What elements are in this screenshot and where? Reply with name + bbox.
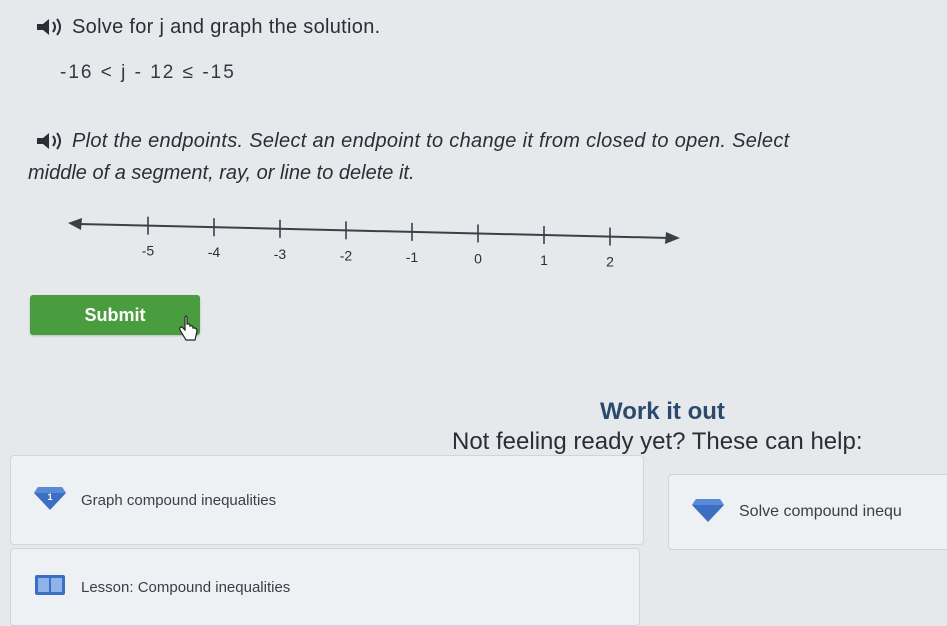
help-card-graph-compound[interactable] — [10, 455, 644, 545]
number-line-axis[interactable] — [78, 224, 670, 238]
speaker-icon[interactable] — [28, 128, 72, 154]
diamond-skill-icon — [33, 485, 67, 516]
work-it-out-title: Work it out — [600, 398, 725, 425]
number-line-tick-label: 0 — [474, 250, 482, 267]
inequality-expression: -16 < j - 12 ≤ -15 — [60, 62, 236, 83]
number-line-tick-label: 1 — [540, 252, 548, 269]
left-arrow-icon — [68, 218, 82, 230]
number-line-tick-label: -2 — [339, 247, 353, 264]
lesson-book-icon — [33, 572, 67, 603]
submit-button[interactable]: Submit — [30, 295, 200, 335]
number-line-tick-label: 2 — [606, 253, 614, 270]
work-it-out-subtitle: Not feeling ready yet? These can help: — [452, 428, 863, 455]
question-2 — [28, 128, 790, 154]
hand-cursor-icon — [177, 315, 201, 345]
speaker-icon[interactable] — [28, 14, 72, 40]
question-2-text-line-2: middle of a segment, ray, or line to delete it. — [28, 162, 415, 184]
number-line-tick-label: -3 — [273, 245, 287, 262]
help-card-lesson[interactable] — [10, 548, 640, 626]
number-line[interactable] — [60, 210, 690, 280]
question-2-text-line-1: Plot the endpoints. Select an endpoint to change it from closed to open. Select — [72, 129, 790, 152]
number-line-tick-label: -5 — [141, 242, 155, 259]
diamond-skill-icon — [691, 497, 725, 528]
right-arrow-icon — [665, 232, 680, 244]
help-card-label: Lesson: Compound inequalities — [81, 578, 291, 596]
help-card-label: Solve compound inequ — [739, 503, 902, 520]
svg-text:1: 1 — [47, 491, 53, 502]
question-1 — [28, 14, 380, 40]
number-line-tick-label: -4 — [207, 244, 221, 261]
help-card-solve-compound[interactable] — [668, 474, 947, 550]
question-1-text: Solve for j and graph the solution. — [72, 15, 381, 38]
number-line-tick-label: -1 — [405, 248, 419, 265]
help-card-label: Graph compound inequalities — [81, 491, 277, 509]
